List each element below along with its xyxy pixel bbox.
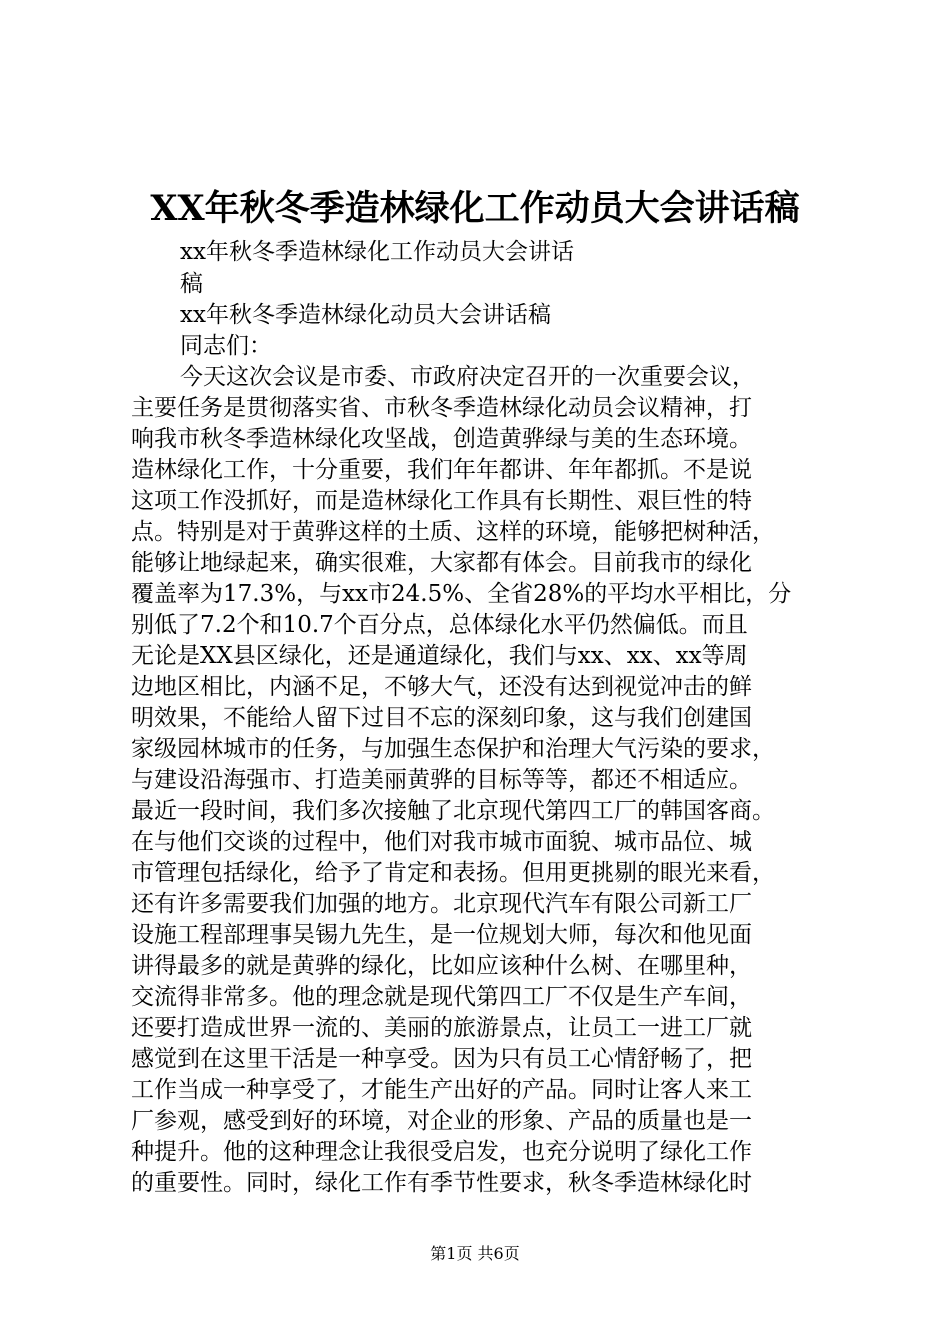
body-line: 还要打造成世界一流的、美丽的旅游景点，让员工一进工厂就 bbox=[131, 1015, 752, 1041]
body-line: 种提升。他的这种理念让我很受启发，也充分说明了绿化工作 bbox=[131, 1139, 752, 1165]
body-line: 在与他们交谈的过程中，他们对我市城市面貌、城市品位、城 bbox=[131, 829, 752, 855]
body-line: 覆盖率为17.3%，与xx市24.5%、全省28%的平均水平相比，分 bbox=[131, 581, 792, 607]
body-line: 的重要性。同时，绿化工作有季节性要求，秋冬季造林绿化时 bbox=[131, 1170, 752, 1196]
body-line: 设施工程部理事吴锡九先生，是一位规划大师，每次和他见面 bbox=[131, 922, 752, 948]
body-line: 点。特别是对于黄骅这样的土质、这样的环境，能够把树种活， bbox=[131, 519, 775, 545]
subtitle-2: xx年秋冬季造林绿化动员大会讲话稿 bbox=[180, 302, 551, 328]
body-line: 这项工作没抓好，而是造林绿化工作具有长期性、艰巨性的特 bbox=[131, 488, 752, 514]
body-line: 别低了7.2个和10.7个百分点，总体绿化水平仍然偏低。而且 bbox=[131, 612, 748, 638]
document-title: XX年秋冬季造林绿化工作动员大会讲话稿 bbox=[150, 188, 800, 229]
body-line: 家级园林城市的任务，与加强生态保护和治理大气污染的要求， bbox=[131, 736, 775, 762]
body-line: 市管理包括绿化，给予了肯定和表扬。但用更挑剔的眼光来看， bbox=[131, 860, 775, 886]
body-line: 最近一段时间，我们多次接触了北京现代第四工厂的韩国客商。 bbox=[131, 798, 775, 824]
body-line: 明效果，不能给人留下过目不忘的深刻印象，这与我们创建国 bbox=[131, 705, 752, 731]
body-line: 响我市秋冬季造林绿化攻坚战，创造黄骅绿与美的生态环境。 bbox=[131, 426, 752, 452]
body-line: 造林绿化工作，十分重要，我们年年都讲、年年都抓。不是说 bbox=[131, 457, 752, 483]
body-line: 讲得最多的就是黄骅的绿化，比如应该种什么树、在哪里种， bbox=[131, 953, 752, 979]
subtitle-line-2: 稿 bbox=[180, 271, 203, 297]
body-line: 交流得非常多。他的理念就是现代第四工厂不仅是生产车间， bbox=[131, 984, 752, 1010]
body-line: 厂参观，感受到好的环境，对企业的形象、产品的质量也是一 bbox=[131, 1108, 752, 1134]
page-footer: 第1页 共6页 bbox=[430, 1244, 520, 1263]
body-line: 今天这次会议是市委、市政府决定召开的一次重要会议， bbox=[180, 364, 755, 390]
body-line: 主要任务是贯彻落实省、市秋冬季造林绿化动员会议精神，打 bbox=[131, 395, 752, 421]
body-line: 无论是XX县区绿化，还是通道绿化，我们与xx、xx、xx等周 bbox=[131, 643, 748, 669]
body-line: 感觉到在这里干活是一种享受。因为只有员工心情舒畅了，把 bbox=[131, 1046, 752, 1072]
subtitle-line-1: xx年秋冬季造林绿化工作动员大会讲话 bbox=[180, 239, 574, 265]
body-line: 边地区相比，内涵不足，不够大气，还没有达到视觉冲击的鲜 bbox=[131, 674, 752, 700]
body-line: 能够让地绿起来，确实很难，大家都有体会。目前我市的绿化 bbox=[131, 550, 752, 576]
body-line: 工作当成一种享受了，才能生产出好的产品。同时让客人来工 bbox=[131, 1077, 752, 1103]
salutation: 同志们： bbox=[180, 333, 272, 359]
body-line: 与建设沿海强市、打造美丽黄骅的目标等等，都还不相适应。 bbox=[131, 767, 752, 793]
body-line: 还有许多需要我们加强的地方。北京现代汽车有限公司新工厂 bbox=[131, 891, 752, 917]
